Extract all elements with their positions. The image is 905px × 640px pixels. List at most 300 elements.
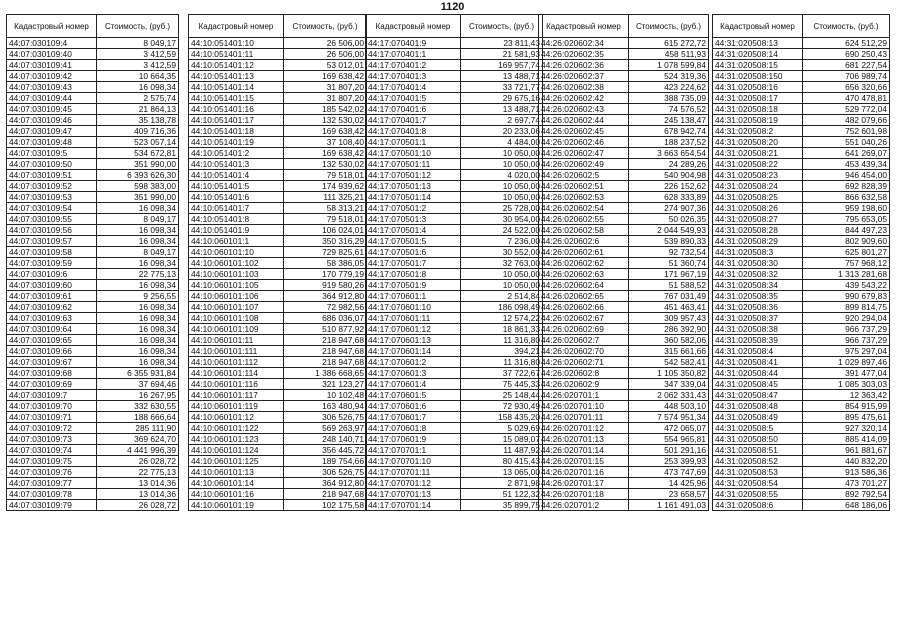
cost-cell: 678 942,74 xyxy=(629,126,709,137)
table-row xyxy=(366,170,543,181)
cost-cell: 226 152,62 xyxy=(629,181,709,192)
cost-cell: 473 747,69 xyxy=(629,467,709,478)
cadastral-number-cell: 44:17:070601:8 xyxy=(366,423,461,434)
table-row xyxy=(539,324,709,335)
table-row xyxy=(539,60,709,71)
table-row xyxy=(7,159,179,170)
table-row xyxy=(539,170,709,181)
table-row xyxy=(713,291,890,302)
cadastral-number-cell: 44:31:020508:27 xyxy=(713,214,803,225)
cadastral-number-cell: 44:17:070501:5 xyxy=(366,236,461,247)
cadastral-number-cell: 44:07:030109:63 xyxy=(7,313,97,324)
cost-cell: 31 807,20 xyxy=(284,82,367,93)
cadastral-number-cell: 44:26:020602:67 xyxy=(539,313,629,324)
cadastral-number-cell: 44:31:020508:5 xyxy=(713,423,803,434)
cost-cell: 30 954,00 xyxy=(461,214,543,225)
cadastral-number-cell: 44:26:020701:14 xyxy=(539,445,629,456)
table-row xyxy=(539,181,709,192)
table-row xyxy=(189,225,367,236)
header-cost: Стоимость, (руб.) xyxy=(284,15,367,38)
cadastral-number-cell: 44:17:070601:13 xyxy=(366,335,461,346)
cadastral-number-cell: 44:07:030109:70 xyxy=(7,401,97,412)
cost-cell: 23 811,43 xyxy=(461,38,543,49)
cost-cell: 79 518,01 xyxy=(284,214,367,225)
table-row xyxy=(539,104,709,115)
table-row xyxy=(713,478,890,489)
cost-cell: 10 050,00 xyxy=(461,159,543,170)
cost-cell: 10 050,00 xyxy=(461,192,543,203)
cadastral-number-cell: 44:10:060101:124 xyxy=(189,445,284,456)
cost-cell: 26 506,00 xyxy=(284,38,367,49)
table-row xyxy=(713,379,890,390)
cadastral-number-cell: 44:07:030109:45 xyxy=(7,104,97,115)
table-row xyxy=(366,467,543,478)
cost-cell: 170 779,19 xyxy=(284,269,367,280)
cadastral-number-cell: 44:31:020508:28 xyxy=(713,225,803,236)
table-row xyxy=(713,93,890,104)
cost-cell: 218 947,68 xyxy=(284,335,367,346)
cadastral-number-cell: 44:07:030109:47 xyxy=(7,126,97,137)
table-row xyxy=(366,148,543,159)
table-row xyxy=(7,60,179,71)
cadastral-number-cell: 44:17:070501:8 xyxy=(366,269,461,280)
table-row xyxy=(366,126,543,137)
cadastral-number-cell: 44:31:020508:41 xyxy=(713,357,803,368)
cadastral-number-cell: 44:31:020508:4 xyxy=(713,346,803,357)
cadastral-number-cell: 44:17:070701:10 xyxy=(366,456,461,467)
cost-cell: 347 339,04 xyxy=(629,379,709,390)
cadastral-number-cell: 44:17:070601:9 xyxy=(366,434,461,445)
cadastral-number-cell: 44:17:070401:7 xyxy=(366,115,461,126)
cost-cell: 350 316,29 xyxy=(284,236,367,247)
cost-cell: 53 012,01 xyxy=(284,60,367,71)
cadastral-number-cell: 44:26:020602:54 xyxy=(539,203,629,214)
cadastral-number-cell: 44:10:051401:5 xyxy=(189,181,284,192)
cadastral-number-cell: 44:07:030109:44 xyxy=(7,93,97,104)
table-row xyxy=(713,247,890,258)
cadastral-number-cell: 44:26:020602:70 xyxy=(539,346,629,357)
cost-cell: 25 728,00 xyxy=(461,203,543,214)
cadastral-number-cell: 44:07:030109:54 xyxy=(7,203,97,214)
table-row xyxy=(7,434,179,445)
cost-cell: 37 694,46 xyxy=(97,379,179,390)
cost-cell: 21 864,13 xyxy=(97,104,179,115)
cadastral-number-cell: 44:26:020602:37 xyxy=(539,71,629,82)
cadastral-number-cell: 44:17:070401:5 xyxy=(366,93,461,104)
cost-cell: 10 050,00 xyxy=(461,148,543,159)
page-number: 1120 xyxy=(440,1,465,13)
cadastral-number-cell: 44:10:060101:125 xyxy=(189,456,284,467)
cost-cell: 554 965,81 xyxy=(629,434,709,445)
cost-cell: 169 638,42 xyxy=(284,126,367,137)
cost-cell: 628 333,89 xyxy=(629,192,709,203)
cadastral-number-cell: 44:17:070501:7 xyxy=(366,258,461,269)
cost-cell: 4 441 996,39 xyxy=(97,445,179,456)
header-cost: Стоимость, (руб.) xyxy=(803,15,890,38)
table-row xyxy=(7,93,179,104)
cost-cell: 33 721,77 xyxy=(461,82,543,93)
cost-cell: 309 957,43 xyxy=(629,313,709,324)
cost-cell: 16 098,34 xyxy=(97,335,179,346)
cadastral-number-cell: 44:26:020602:53 xyxy=(539,192,629,203)
cadastral-number-cell: 44:10:051401:18 xyxy=(189,126,284,137)
cost-cell: 409 716,36 xyxy=(97,126,179,137)
cadastral-number-cell: 44:07:030109:79 xyxy=(7,500,97,511)
table-row xyxy=(713,390,890,401)
cadastral-number-cell: 44:26:020701:1 xyxy=(539,390,629,401)
cadastral-number-cell: 44:26:020602:51 xyxy=(539,181,629,192)
cost-cell: 24 289,26 xyxy=(629,159,709,170)
cost-cell: 4 484,00 xyxy=(461,137,543,148)
cost-cell: 453 439,34 xyxy=(803,159,890,170)
table-row xyxy=(539,38,709,49)
cadastral-number-cell: 44:17:070401:8 xyxy=(366,126,461,137)
table-row xyxy=(366,423,543,434)
table-row xyxy=(539,346,709,357)
cadastral-number-cell: 44:31:020508:25 xyxy=(713,192,803,203)
cadastral-number-cell: 44:26:020602:35 xyxy=(539,49,629,60)
cost-cell: 188 666,64 xyxy=(97,412,179,423)
cadastral-number-cell: 44:10:060101:108 xyxy=(189,313,284,324)
cadastral-number-cell: 44:07:030109:76 xyxy=(7,467,97,478)
cadastral-number-cell: 44:26:020602:65 xyxy=(539,291,629,302)
cadastral-number-cell: 44:10:051401:6 xyxy=(189,192,284,203)
cost-cell: 767 031,49 xyxy=(629,291,709,302)
cadastral-number-cell: 44:31:020508:34 xyxy=(713,280,803,291)
cost-cell: 26 506,00 xyxy=(284,49,367,60)
cost-cell: 990 679,83 xyxy=(803,291,890,302)
cadastral-number-cell: 44:10:051401:4 xyxy=(189,170,284,181)
table-row xyxy=(7,192,179,203)
cost-cell: 16 098,34 xyxy=(97,324,179,335)
cost-cell: 306 526,75 xyxy=(284,412,367,423)
table-row xyxy=(713,445,890,456)
table-row xyxy=(366,104,543,115)
cost-cell: 16 098,34 xyxy=(97,258,179,269)
cadastral-number-cell: 44:10:060101:123 xyxy=(189,434,284,445)
table-row xyxy=(189,467,367,478)
table-row xyxy=(189,368,367,379)
cost-cell: 2 575,74 xyxy=(97,93,179,104)
table-row xyxy=(539,445,709,456)
table-row xyxy=(539,357,709,368)
cadastral-number-cell: 44:26:020602:49 xyxy=(539,159,629,170)
cadastral-number-cell: 44:26:020602:62 xyxy=(539,258,629,269)
table-row xyxy=(713,489,890,500)
table-row xyxy=(7,280,179,291)
cadastral-number-cell: 44:31:020508:22 xyxy=(713,159,803,170)
cost-cell: 185 542,02 xyxy=(284,104,367,115)
cadastral-number-cell: 44:07:030109:53 xyxy=(7,192,97,203)
table-row xyxy=(539,412,709,423)
cadastral-number-cell: 44:17:070501:4 xyxy=(366,225,461,236)
table-row xyxy=(713,115,890,126)
cost-cell: 21 581,93 xyxy=(461,49,543,60)
table-row xyxy=(713,423,890,434)
cadastral-number-cell: 44:31:020508:44 xyxy=(713,368,803,379)
cost-cell: 16 098,34 xyxy=(97,302,179,313)
cadastral-number-cell: 44:26:020602:44 xyxy=(539,115,629,126)
cost-cell: 4 020,00 xyxy=(461,170,543,181)
table-row xyxy=(7,214,179,225)
table-row xyxy=(713,126,890,137)
cadastral-number-cell: 44:31:020508:24 xyxy=(713,181,803,192)
cost-cell: 163 480,94 xyxy=(284,401,367,412)
table-row xyxy=(366,379,543,390)
cost-cell: 899 814,75 xyxy=(803,302,890,313)
cadastral-number-cell: 44:10:051401:3 xyxy=(189,159,284,170)
cost-cell: 11 316,80 xyxy=(461,335,543,346)
table-row xyxy=(539,489,709,500)
cadastral-number-cell: 44:07:030109:61 xyxy=(7,291,97,302)
cost-cell: 369 624,70 xyxy=(97,434,179,445)
cadastral-number-cell: 44:17:070401:4 xyxy=(366,82,461,93)
cost-cell: 315 661,66 xyxy=(629,346,709,357)
cadastral-number-cell: 44:26:020701:17 xyxy=(539,478,629,489)
table-row xyxy=(189,401,367,412)
cost-cell: 16 267,95 xyxy=(97,390,179,401)
cadastral-number-cell: 44:10:060101:117 xyxy=(189,390,284,401)
cost-cell: 13 014,36 xyxy=(97,489,179,500)
cadastral-number-cell: 44:26:020701:2 xyxy=(539,500,629,511)
table-row xyxy=(7,478,179,489)
table-row xyxy=(189,192,367,203)
cost-cell: 364 912,80 xyxy=(284,291,367,302)
table-row xyxy=(713,324,890,335)
cost-cell: 189 754,66 xyxy=(284,456,367,467)
table-row xyxy=(366,456,543,467)
cost-cell: 9 256,55 xyxy=(97,291,179,302)
cost-cell: 458 511,93 xyxy=(629,49,709,60)
cadastral-number-cell: 44:31:020508:54 xyxy=(713,478,803,489)
cadastral-table-1 xyxy=(6,14,179,511)
cadastral-number-cell: 44:26:020701:16 xyxy=(539,467,629,478)
cost-cell: 188 237,52 xyxy=(629,137,709,148)
cost-cell: 23 658,57 xyxy=(629,489,709,500)
table-header-row xyxy=(539,15,709,38)
table-row xyxy=(539,390,709,401)
table-row xyxy=(713,401,890,412)
table-row xyxy=(366,291,543,302)
cost-cell: 174 939,62 xyxy=(284,181,367,192)
cost-cell: 24 522,00 xyxy=(461,225,543,236)
cadastral-number-cell: 44:31:020508:30 xyxy=(713,258,803,269)
cost-cell: 248 140,71 xyxy=(284,434,367,445)
table-header-row xyxy=(189,15,367,38)
cadastral-number-cell: 44:07:030109:50 xyxy=(7,159,97,170)
header-cadastral-number: Кадастровый номер xyxy=(713,15,803,38)
table-row xyxy=(713,104,890,115)
cost-cell: 6 355 931,84 xyxy=(97,368,179,379)
cost-cell: 625 801,27 xyxy=(803,247,890,258)
table-row xyxy=(366,203,543,214)
cost-cell: 534 672,81 xyxy=(97,148,179,159)
table-row xyxy=(189,236,367,247)
cost-cell: 37 722,67 xyxy=(461,368,543,379)
cost-cell: 448 503,10 xyxy=(629,401,709,412)
cadastral-number-cell: 44:26:020602:34 xyxy=(539,38,629,49)
cost-cell: 641 269,07 xyxy=(803,148,890,159)
cost-cell: 1 386 668,65 xyxy=(284,368,367,379)
table-row xyxy=(539,258,709,269)
table-row xyxy=(539,49,709,60)
cost-cell: 686 036,07 xyxy=(284,313,367,324)
cadastral-number-cell: 44:31:020508:36 xyxy=(713,302,803,313)
cadastral-number-cell: 44:10:051401:17 xyxy=(189,115,284,126)
table-row xyxy=(189,379,367,390)
cadastral-number-cell: 44:07:030109:75 xyxy=(7,456,97,467)
cost-cell: 5 029,69 xyxy=(461,423,543,434)
cadastral-number-cell: 44:26:020602:38 xyxy=(539,82,629,93)
cadastral-number-cell: 44:26:020701:10 xyxy=(539,401,629,412)
table-row xyxy=(7,115,179,126)
cadastral-number-cell: 44:10:060101:16 xyxy=(189,489,284,500)
cost-cell: 690 250,43 xyxy=(803,49,890,60)
table-row xyxy=(539,335,709,346)
cadastral-number-cell: 44:17:070501:12 xyxy=(366,170,461,181)
cost-cell: 171 967,19 xyxy=(629,269,709,280)
cadastral-number-cell: 44:07:030109:42 xyxy=(7,71,97,82)
cost-cell: 306 526,75 xyxy=(284,467,367,478)
cost-cell: 895 475,61 xyxy=(803,412,890,423)
cost-cell: 13 488,71 xyxy=(461,104,543,115)
cost-cell: 501 291,16 xyxy=(629,445,709,456)
table-row xyxy=(189,71,367,82)
cadastral-number-cell: 44:17:070601:14 xyxy=(366,346,461,357)
cadastral-number-cell: 44:26:020602:71 xyxy=(539,357,629,368)
table-row xyxy=(713,148,890,159)
cost-cell: 482 079,66 xyxy=(803,115,890,126)
cost-cell: 12 574,22 xyxy=(461,313,543,324)
cost-cell: 72 982,56 xyxy=(284,302,367,313)
cost-cell: 37 108,40 xyxy=(284,137,367,148)
cadastral-number-cell: 44:31:020508:18 xyxy=(713,104,803,115)
cost-cell: 529 772,04 xyxy=(803,104,890,115)
cadastral-number-cell: 44:17:070601:10 xyxy=(366,302,461,313)
table-row xyxy=(366,478,543,489)
table-row xyxy=(7,170,179,181)
table-row xyxy=(366,71,543,82)
table-row xyxy=(713,412,890,423)
header-cost: Стоимость, (руб.) xyxy=(97,15,179,38)
cost-cell: 961 881,67 xyxy=(803,445,890,456)
table-row xyxy=(7,467,179,478)
cadastral-number-cell: 44:07:030109:67 xyxy=(7,357,97,368)
cadastral-number-cell: 44:17:070401:6 xyxy=(366,104,461,115)
table-row xyxy=(713,71,890,82)
cost-cell: 569 263,97 xyxy=(284,423,367,434)
table-row xyxy=(713,456,890,467)
cadastral-number-cell: 44:07:030109:69 xyxy=(7,379,97,390)
table-row xyxy=(366,401,543,412)
table-row xyxy=(189,291,367,302)
cadastral-number-cell: 44:31:020508:35 xyxy=(713,291,803,302)
cost-cell: 10 664,35 xyxy=(97,71,179,82)
cost-cell: 892 792,54 xyxy=(803,489,890,500)
cost-cell: 1 029 897,46 xyxy=(803,357,890,368)
table-row xyxy=(189,445,367,456)
cost-cell: 16 098,34 xyxy=(97,236,179,247)
table-row xyxy=(539,291,709,302)
table-header-row xyxy=(7,15,179,38)
table-row xyxy=(7,104,179,115)
cost-cell: 510 877,92 xyxy=(284,324,367,335)
table-row xyxy=(7,401,179,412)
table-row xyxy=(366,489,543,500)
cadastral-number-cell: 44:31:020508:53 xyxy=(713,467,803,478)
table-row xyxy=(366,412,543,423)
cadastral-number-cell: 44:10:060101:107 xyxy=(189,302,284,313)
cadastral-number-cell: 44:26:020602:64 xyxy=(539,280,629,291)
cadastral-number-cell: 44:26:020701:12 xyxy=(539,423,629,434)
cadastral-number-cell: 44:31:020508:51 xyxy=(713,445,803,456)
table-row xyxy=(713,181,890,192)
cadastral-table-5 xyxy=(712,14,890,511)
table-row xyxy=(539,203,709,214)
cost-cell: 540 904,98 xyxy=(629,170,709,181)
table-row xyxy=(189,203,367,214)
cost-cell: 16 098,34 xyxy=(97,225,179,236)
cost-cell: 598 383,00 xyxy=(97,181,179,192)
table-row xyxy=(189,104,367,115)
cost-cell: 30 552,00 xyxy=(461,247,543,258)
table-row xyxy=(7,82,179,93)
cost-cell: 102 175,58 xyxy=(284,500,367,511)
cadastral-number-cell: 44:10:051401:2 xyxy=(189,148,284,159)
cadastral-number-cell: 44:31:020508:150 xyxy=(713,71,803,82)
table-row xyxy=(189,38,367,49)
cadastral-number-cell: 44:10:051401:7 xyxy=(189,203,284,214)
cadastral-number-cell: 44:26:020602:69 xyxy=(539,324,629,335)
cost-cell: 351 990,00 xyxy=(97,192,179,203)
cadastral-number-cell: 44:10:060101:14 xyxy=(189,478,284,489)
table-row xyxy=(539,137,709,148)
cadastral-number-cell: 44:07:030109:56 xyxy=(7,225,97,236)
cadastral-number-cell: 44:17:070501:3 xyxy=(366,214,461,225)
table-row xyxy=(713,335,890,346)
header-cadastral-number: Кадастровый номер xyxy=(189,15,284,38)
cadastral-number-cell: 44:07:030109:60 xyxy=(7,280,97,291)
cadastral-number-cell: 44:26:020602:8 xyxy=(539,368,629,379)
cost-cell: 245 138,47 xyxy=(629,115,709,126)
table-row xyxy=(366,357,543,368)
table-row xyxy=(539,280,709,291)
cadastral-number-cell: 44:07:030109:68 xyxy=(7,368,97,379)
cadastral-number-cell: 44:26:020602:43 xyxy=(539,104,629,115)
cadastral-number-cell: 44:17:070401:9 xyxy=(366,38,461,49)
cost-cell: 524 319,36 xyxy=(629,71,709,82)
cadastral-number-cell: 44:31:020508:26 xyxy=(713,203,803,214)
table-row xyxy=(189,214,367,225)
cost-cell: 321 123,27 xyxy=(284,379,367,390)
cost-cell: 16 098,34 xyxy=(97,203,179,214)
table-row xyxy=(366,60,543,71)
cost-cell: 74 576,52 xyxy=(629,104,709,115)
header-cadastral-number: Кадастровый номер xyxy=(539,15,629,38)
cadastral-number-cell: 44:31:020508:3 xyxy=(713,247,803,258)
cost-cell: 274 907,36 xyxy=(629,203,709,214)
cost-cell: 111 325,21 xyxy=(284,192,367,203)
cadastral-number-cell: 44:26:020602:7 xyxy=(539,335,629,346)
cadastral-number-cell: 44:07:030109:5 xyxy=(7,148,97,159)
table-row xyxy=(539,159,709,170)
cost-cell: 12 363,42 xyxy=(803,390,890,401)
cost-cell: 132 530,02 xyxy=(284,159,367,170)
cadastral-number-cell: 44:07:030109:65 xyxy=(7,335,97,346)
table-row xyxy=(189,456,367,467)
cadastral-number-cell: 44:10:051401:16 xyxy=(189,104,284,115)
cost-cell: 51 122,32 xyxy=(461,489,543,500)
